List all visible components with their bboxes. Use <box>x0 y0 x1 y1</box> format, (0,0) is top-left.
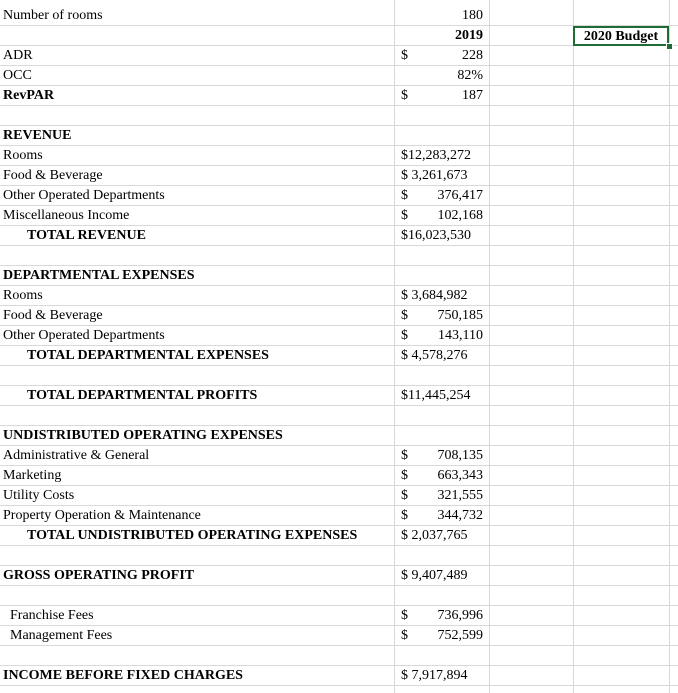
row-total-revenue <box>0 226 678 246</box>
gop-cell[interactable] <box>395 566 489 586</box>
currency-symbol: $ <box>401 208 408 223</box>
currency-symbol: $ <box>401 328 408 343</box>
table-row <box>0 206 678 226</box>
occ-value: 82% <box>457 68 483 83</box>
table-row <box>0 466 678 486</box>
year-header: 2019 <box>455 28 483 43</box>
marketing-label[interactable]: Marketing <box>3 468 62 483</box>
utility-costs-label[interactable]: Utility Costs <box>3 488 75 503</box>
currency-symbol: $ <box>401 468 408 483</box>
marketing-cell[interactable] <box>395 466 489 486</box>
dept-rooms-cell[interactable] <box>395 286 489 306</box>
adr-label[interactable]: ADR <box>3 48 33 63</box>
total-revenue-cell[interactable] <box>395 226 489 246</box>
occ-cell[interactable] <box>395 66 489 86</box>
total-departmental-cell[interactable] <box>395 346 489 366</box>
currency-symbol: $ <box>401 88 408 103</box>
revenue-misc-value: 102,168 <box>437 208 483 223</box>
revpar-cell[interactable] <box>395 86 489 106</box>
row-adr <box>0 46 678 66</box>
dept-fb-cell[interactable] <box>395 306 489 326</box>
property-maintenance-value: 344,732 <box>437 508 483 523</box>
rooms-count-label[interactable]: Number of rooms <box>3 8 103 23</box>
revenue-misc-label[interactable]: Miscellaneous Income <box>3 208 130 223</box>
occ-label[interactable]: OCC <box>3 68 32 83</box>
row-total-undistributed <box>0 526 678 546</box>
table-row <box>0 326 678 346</box>
undistributed-heading[interactable]: UNDISTRIBUTED OPERATING EXPENSES <box>3 428 283 443</box>
row-revenue-heading <box>0 126 678 146</box>
table-row <box>0 486 678 506</box>
rooms-count-value: 180 <box>462 8 483 23</box>
dept-rooms-value: $ 3,684,982 <box>401 288 468 303</box>
marketing-value: 663,343 <box>437 468 483 483</box>
currency-symbol: $ <box>401 628 408 643</box>
total-undistributed-value: $ 2,037,765 <box>401 528 468 543</box>
table-row <box>0 186 678 206</box>
dept-rooms-label[interactable]: Rooms <box>3 288 43 303</box>
departmental-heading[interactable]: DEPARTMENTAL EXPENSES <box>3 268 195 283</box>
revpar-label[interactable]: RevPAR <box>3 88 55 103</box>
budget-header-cell-selected[interactable]: 2020 Budget <box>573 26 669 46</box>
revenue-rooms-value: $12,283,272 <box>401 148 471 163</box>
property-maintenance-cell[interactable] <box>395 506 489 526</box>
revenue-ood-label[interactable]: Other Operated Departments <box>3 188 165 203</box>
table-row <box>0 506 678 526</box>
admin-general-cell[interactable] <box>395 446 489 466</box>
currency-symbol: $ <box>401 448 408 463</box>
row-total-departmental-profits <box>0 386 678 406</box>
revenue-rooms-cell[interactable] <box>395 146 489 166</box>
revpar-value: 187 <box>462 88 483 103</box>
year-header-cell[interactable] <box>395 26 489 46</box>
total-departmental-profits-cell[interactable] <box>395 386 489 406</box>
dept-ood-value: 143,110 <box>438 328 483 343</box>
property-maintenance-label[interactable]: Property Operation & Maintenance <box>3 508 201 523</box>
dept-ood-cell[interactable] <box>395 326 489 346</box>
row-undistributed-heading <box>0 426 678 446</box>
row-departmental-heading <box>0 266 678 286</box>
total-undistributed-label[interactable]: TOTAL UNDISTRIBUTED OPERATING EXPENSES <box>27 528 358 543</box>
management-fees-cell[interactable] <box>395 626 489 646</box>
revenue-heading[interactable]: REVENUE <box>3 128 72 143</box>
gop-value: $ 9,407,489 <box>401 568 468 583</box>
dept-fb-label[interactable]: Food & Beverage <box>3 308 103 323</box>
total-undistributed-cell[interactable] <box>395 526 489 546</box>
table-row <box>0 446 678 466</box>
revenue-fb-cell[interactable] <box>395 166 489 186</box>
management-fees-label[interactable]: Management Fees <box>10 628 113 643</box>
currency-symbol: $ <box>401 508 408 523</box>
franchise-fees-value: 736,996 <box>437 608 483 623</box>
table-row <box>0 166 678 186</box>
utility-costs-cell[interactable] <box>395 486 489 506</box>
currency-symbol: $ <box>401 488 408 503</box>
total-revenue-label[interactable]: TOTAL REVENUE <box>27 228 146 243</box>
revenue-ood-cell[interactable] <box>395 186 489 206</box>
total-departmental-value: $ 4,578,276 <box>401 348 468 363</box>
dept-fb-value: 750,185 <box>437 308 483 323</box>
admin-general-label[interactable]: Administrative & General <box>3 448 150 463</box>
ibfc-label[interactable]: INCOME BEFORE FIXED CHARGES <box>3 668 243 683</box>
table-row <box>0 286 678 306</box>
currency-symbol: $ <box>401 308 408 323</box>
dept-ood-label[interactable]: Other Operated Departments <box>3 328 165 343</box>
adr-value: 228 <box>462 48 483 63</box>
revenue-ood-value: 376,417 <box>437 188 483 203</box>
ibfc-value: $ 7,917,894 <box>401 668 468 683</box>
total-departmental-profits-label[interactable]: TOTAL DEPARTMENTAL PROFITS <box>27 388 258 403</box>
table-row <box>0 306 678 326</box>
currency-symbol: $ <box>401 608 408 623</box>
row-occ <box>0 66 678 86</box>
revenue-misc-cell[interactable] <box>395 206 489 226</box>
row-number-of-rooms <box>0 6 678 26</box>
currency-symbol: $ <box>401 48 408 63</box>
franchise-fees-label[interactable]: Franchise Fees <box>10 608 94 623</box>
table-row <box>0 606 678 626</box>
table-row <box>0 626 678 646</box>
adr-cell[interactable] <box>395 46 489 66</box>
row-income-before-fixed-charges <box>0 666 678 686</box>
table-row <box>0 146 678 166</box>
gop-label[interactable]: GROSS OPERATING PROFIT <box>3 568 195 583</box>
rooms-count-cell[interactable] <box>395 6 489 26</box>
row-revpar <box>0 86 678 106</box>
row-gross-operating-profit <box>0 566 678 586</box>
row-total-departmental <box>0 346 678 366</box>
revenue-fb-value: $ 3,261,673 <box>401 168 468 183</box>
total-departmental-label[interactable]: TOTAL DEPARTMENTAL EXPENSES <box>27 348 269 363</box>
revenue-fb-label[interactable]: Food & Beverage <box>3 168 103 183</box>
utility-costs-value: 321,555 <box>437 488 483 503</box>
franchise-fees-cell[interactable] <box>395 606 489 626</box>
management-fees-value: 752,599 <box>437 628 483 643</box>
ibfc-cell[interactable] <box>395 666 489 686</box>
revenue-rooms-label[interactable]: Rooms <box>3 148 43 163</box>
total-departmental-profits-value: $11,445,254 <box>401 388 471 403</box>
total-revenue-value: $16,023,530 <box>401 228 471 243</box>
admin-general-value: 708,135 <box>437 448 483 463</box>
currency-symbol: $ <box>401 188 408 203</box>
